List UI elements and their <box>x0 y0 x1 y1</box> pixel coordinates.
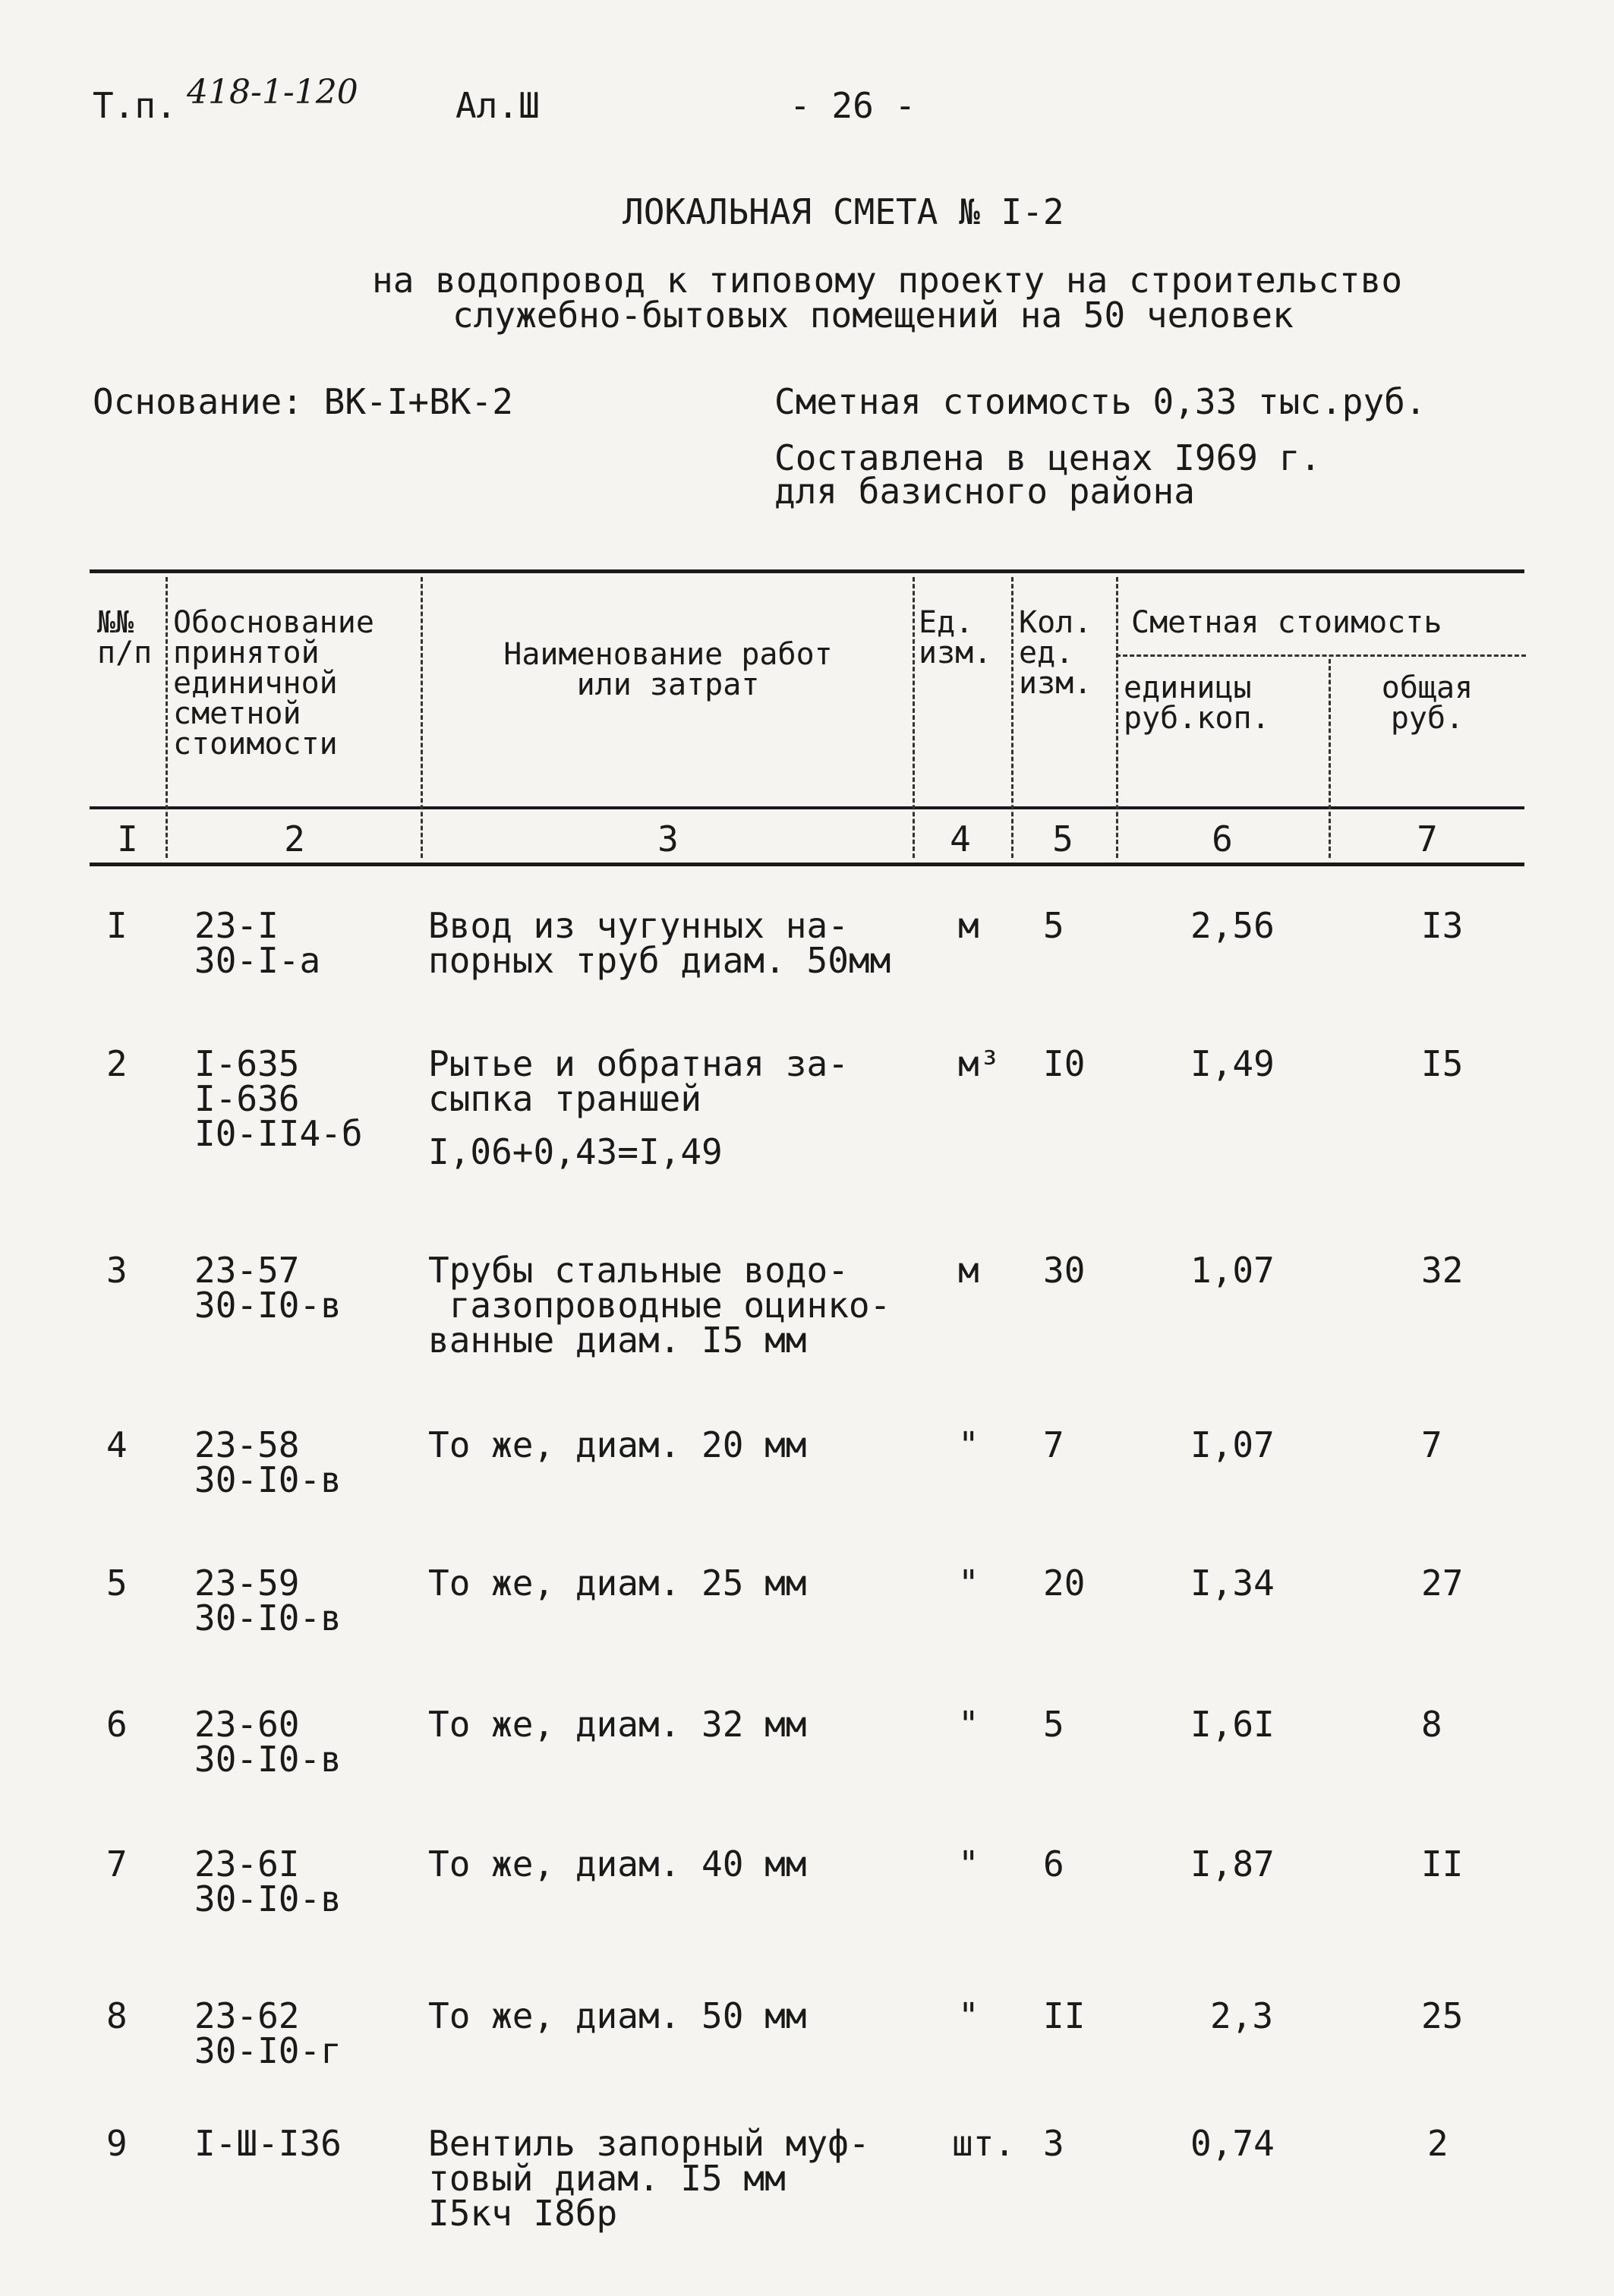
col-header-number: №№ п/п <box>97 605 153 670</box>
row-basis: 23-6I 30-I0-в <box>194 1843 342 1919</box>
col-header-total: общая руб. <box>1381 670 1474 736</box>
row-unit: " <box>958 1563 979 1604</box>
album-label: Ал.Ш <box>456 85 540 126</box>
row-qty: II <box>1043 1995 1086 2036</box>
row-qty: I0 <box>1043 1043 1086 1084</box>
row-unit: " <box>958 1843 979 1884</box>
row-total: I3 <box>1421 905 1464 946</box>
col-number-6: 6 <box>1212 818 1233 859</box>
row-number: 2 <box>106 1043 128 1084</box>
row-unit: м <box>958 1250 979 1291</box>
row-total: 7 <box>1421 1424 1442 1465</box>
row-number: 7 <box>106 1843 128 1884</box>
row-name: То же, диам. 40 мм <box>428 1843 807 1884</box>
column-numbers-rule <box>90 863 1524 866</box>
col-number-2: 2 <box>284 818 305 859</box>
row-unit: " <box>958 1995 979 2036</box>
row-total: 32 <box>1421 1250 1464 1291</box>
divider-4 <box>1011 577 1013 858</box>
row-name: То же, диам. 50 мм <box>428 1995 807 2036</box>
row-qty: 5 <box>1043 905 1064 946</box>
table-top-rule <box>90 569 1524 573</box>
col-number-3: 3 <box>657 818 679 859</box>
row-number: 8 <box>106 1995 128 2036</box>
doc-subtitle-1: на водопровод к типовому проекту на строительство <box>372 260 1403 301</box>
row-unit-price: 2,3 <box>1210 1995 1274 2036</box>
row-name: То же, диам. 20 мм <box>428 1424 807 1465</box>
row-basis: I-Ш-I36 <box>194 2123 342 2164</box>
row-number: 4 <box>106 1424 128 1465</box>
row-basis: I-635 I-636 I0-II4-б <box>194 1043 363 1154</box>
row-qty: 20 <box>1043 1563 1086 1604</box>
row-unit-price: I,6I <box>1190 1704 1275 1745</box>
row-name: Рытье и обратная за- сыпка траншей <box>428 1043 849 1119</box>
row-number: 5 <box>106 1563 128 1604</box>
tp-number: 418-1-120 <box>187 73 358 112</box>
row-unit-price: I,49 <box>1190 1043 1275 1084</box>
divider-3 <box>913 577 915 858</box>
row-basis: 23-58 30-I0-в <box>194 1424 342 1500</box>
col-header-basis: Обоснование принятой единичной сметной стоимости <box>173 605 374 762</box>
cost-group-rule <box>1116 654 1526 657</box>
col-number-7: 7 <box>1417 818 1438 859</box>
row-qty: 3 <box>1043 2123 1064 2164</box>
col-header-unit: Ед. изм. <box>919 605 992 670</box>
doc-title: ЛОКАЛЬНАЯ СМЕТА № I-2 <box>623 191 1064 232</box>
row-unit: " <box>958 1704 979 1745</box>
row-total: I5 <box>1421 1043 1464 1084</box>
page-number: - 26 - <box>790 85 916 126</box>
row-unit-price: I,07 <box>1190 1424 1275 1465</box>
divider-2 <box>421 577 423 858</box>
row-basis: 23-I 30-I-а <box>194 905 321 981</box>
row-unit-price: 2,56 <box>1190 905 1275 946</box>
col-header-name: Наименование работ или затрат <box>503 637 833 702</box>
row-unit: " <box>958 1424 979 1465</box>
col-header-unit-price: единицы руб.коп. <box>1124 670 1270 736</box>
row-unit-price: I,87 <box>1190 1843 1275 1884</box>
row-total: 25 <box>1421 1995 1464 2036</box>
row-basis: 23-57 30-I0-в <box>194 1250 342 1326</box>
col-number-1: I <box>117 818 138 859</box>
row-formula: I,06+0,43=I,49 <box>428 1131 723 1172</box>
cost-line-2: Составлена в ценах I969 г. <box>774 437 1322 478</box>
row-basis: 23-62 30-I0-г <box>194 1995 342 2071</box>
row-total: 2 <box>1427 2123 1449 2164</box>
row-basis: 23-60 30-I0-в <box>194 1704 342 1780</box>
cost-line-3: для базисного района <box>774 471 1195 512</box>
header-bottom-rule <box>90 806 1524 809</box>
row-total: 8 <box>1421 1704 1442 1745</box>
row-qty: 7 <box>1043 1424 1064 1465</box>
row-qty: 6 <box>1043 1843 1064 1884</box>
row-number: 3 <box>106 1250 128 1291</box>
row-number: 9 <box>106 2123 128 2164</box>
divider-6 <box>1329 659 1331 858</box>
col-number-5: 5 <box>1052 818 1073 859</box>
basis-line: Основание: ВК-I+ВК-2 <box>93 381 513 422</box>
col-header-qty: Кол. ед. изм. <box>1019 605 1092 701</box>
row-name: Ввод из чугунных на- порных труб диам. 50мм <box>428 905 891 981</box>
row-unit-price: 0,74 <box>1190 2123 1275 2164</box>
row-unit-price: I,34 <box>1190 1563 1275 1604</box>
divider-5 <box>1116 577 1118 858</box>
row-qty: 30 <box>1043 1250 1086 1291</box>
row-basis: 23-59 30-I0-в <box>194 1563 342 1638</box>
row-unit-price: 1,07 <box>1190 1250 1275 1291</box>
tp-label: Т.п. <box>93 85 177 126</box>
divider-1 <box>165 577 168 858</box>
row-unit: м³ <box>958 1043 1001 1084</box>
row-unit: шт. <box>952 2123 1016 2164</box>
row-name: То же, диам. 25 мм <box>428 1563 807 1604</box>
row-qty: 5 <box>1043 1704 1064 1745</box>
row-number: 6 <box>106 1704 128 1745</box>
cost-line-1: Сметная стоимость 0,33 тыс.руб. <box>774 381 1426 422</box>
row-name: Трубы стальные водо- газопроводные оцинко- ванные диам. I5 мм <box>428 1250 891 1361</box>
row-number: I <box>106 905 128 946</box>
col-header-cost-group: Сметная стоимость <box>1131 605 1442 640</box>
col-number-4: 4 <box>950 818 971 859</box>
row-total: 27 <box>1421 1563 1464 1604</box>
doc-subtitle-2: служебно-бытовых помещений на 50 человек <box>452 295 1294 336</box>
row-unit: м <box>958 905 979 946</box>
row-name: Вентиль запорный муф- товый диам. I5 мм I5кч I8бр <box>428 2123 870 2234</box>
row-name: То же, диам. 32 мм <box>428 1704 807 1745</box>
row-total: II <box>1421 1843 1464 1884</box>
